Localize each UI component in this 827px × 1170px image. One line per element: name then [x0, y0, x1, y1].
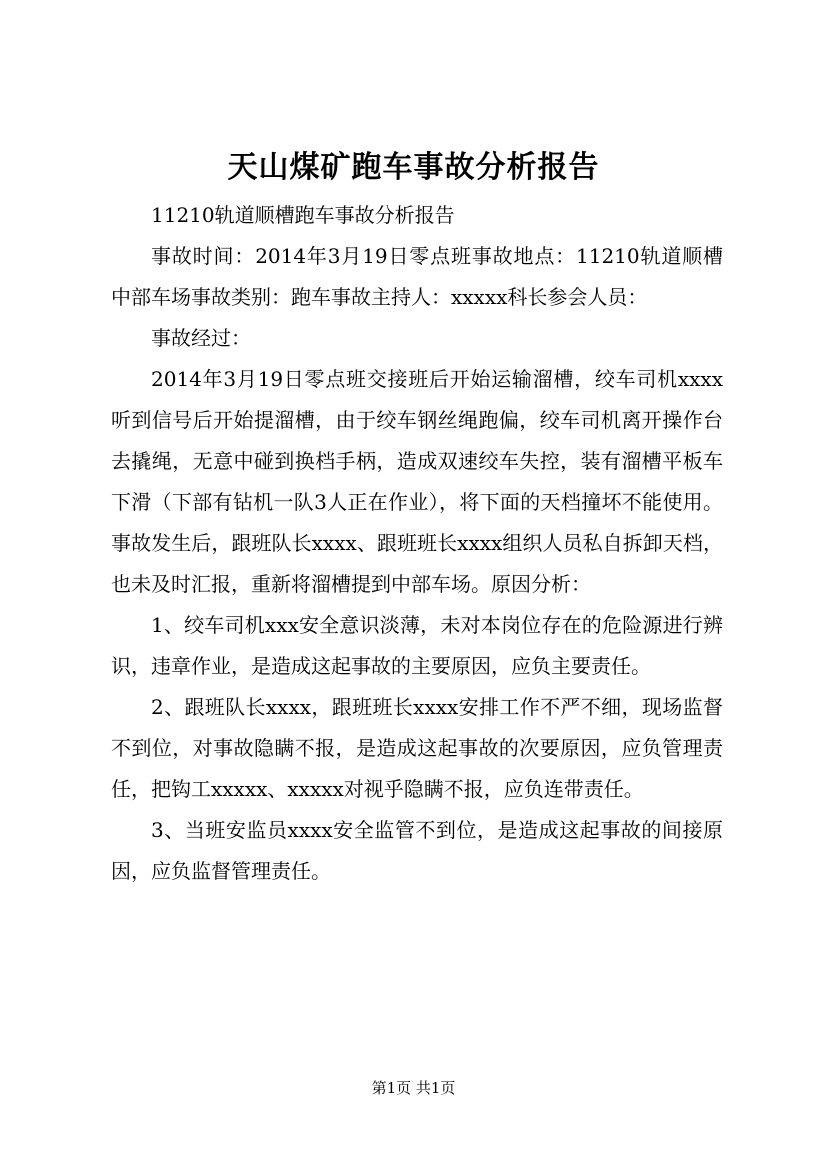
paragraph-cause-3: 3、当班安监员xxxx安全监管不到位，是造成这起事故的间接原因，应负监督管理责任。	[111, 818, 723, 883]
page-number-footer: 第1页 共1页	[371, 1079, 456, 1097]
paragraph-accident-info: 事故时间：2014年3月19日零点班事故地点：11210轨道顺槽中部车场事故类别：跑车事故主持人：xxxxx科长参会人员：	[111, 244, 723, 309]
paragraph-cause-2: 2、跟班队长xxxx，跟班班长xxxx安排工作不严不细，现场监督不到位，对事故隐瞒不报，是造成这起事故的次要原因，应负管理责任，把钩工xxxxx、xxxxx对视乎隐瞒不报，应负连带责任。	[111, 695, 723, 801]
paragraph-cause-1: 1、绞车司机xxx安全意识淡薄，未对本岗位存在的危险源进行辨识，违章作业，是造成这起事故的主要原因，应负主要责任。	[111, 613, 723, 678]
paragraph-accident-process-heading: 事故经过：	[151, 326, 251, 350]
document-title: 天山煤矿跑车事故分析报告	[227, 150, 600, 185]
paragraph-accident-process: 2014年3月19日零点班交接班后开始运输溜槽，绞车司机xxxx听到信号后开始提溜槽，由于绞车钢丝绳跑偏，绞车司机离开操作台去撬绳，无意中碰到换档手柄，造成双速绞车失控，装有溜槽平板车下滑（下部有钻机一队3人正在作业），将下面的天档撞坏不能使用。事故发生后，跟班队长xxxx、跟班班长xxxx组织人员私自拆卸天档，也未及时汇报，重新将溜槽提到中部车场。原因分析：	[111, 367, 723, 596]
document-body	[111, 195, 723, 892]
paragraph-subtitle: 11210轨道顺槽跑车事故分析报告	[151, 203, 455, 227]
